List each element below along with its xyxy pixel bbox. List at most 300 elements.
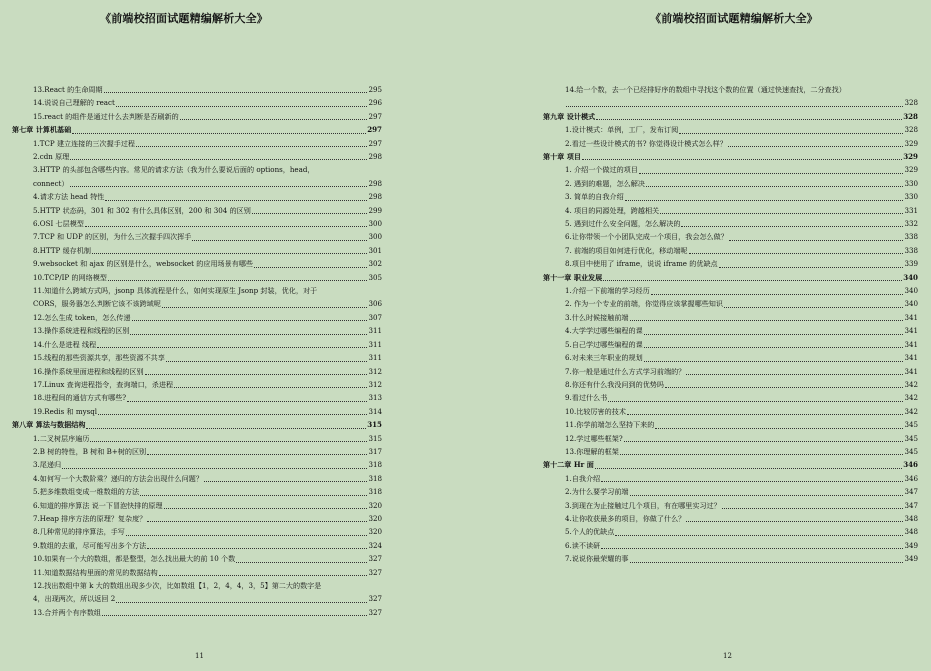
toc-entry-title: 11.知道什么跨域方式吗，jsonp 具体流程是什么，如何实现原生 Jsonp 封装，优化，对于 [33, 286, 318, 296]
toc-entry[interactable] [0, 204, 395, 217]
dot-leader [627, 414, 904, 415]
toc-entry-title: 17.Linux 查询进程指令，查询端口，杀进程 [33, 379, 174, 389]
toc-entry[interactable] [0, 244, 395, 257]
toc-entry-title: 8.你还有什么我没问到的优势吗 [565, 379, 664, 389]
toc-entry[interactable] [535, 351, 931, 364]
toc-entry-page: 299 [368, 205, 382, 215]
dot-leader [159, 575, 368, 576]
toc-entry-page: 328 [903, 111, 918, 121]
dot-leader [254, 267, 367, 268]
toc-entry-title: 7.Heap 排序方法的原理？复杂度？ [33, 513, 147, 523]
toc-entry[interactable] [0, 579, 395, 592]
toc-entry[interactable] [0, 485, 395, 498]
toc-entry[interactable] [535, 485, 931, 498]
toc-entry-page: 311 [368, 353, 382, 363]
dot-leader [630, 562, 904, 563]
toc-entry-title: 5.把多维数组变成一维数组的方法 [33, 487, 140, 497]
toc-entry[interactable] [535, 83, 931, 96]
toc-entry[interactable] [535, 298, 931, 311]
dot-leader [70, 159, 367, 160]
toc-entry-page: 341 [904, 353, 918, 363]
toc-entry-title: 8.HTTP 缓存机制 [33, 245, 91, 255]
toc-entry-page: 330 [904, 192, 918, 202]
toc-entry-page: 320 [368, 527, 382, 537]
dot-leader [728, 146, 904, 147]
toc-entry-page: 346 [904, 473, 918, 483]
toc-entry-page: 331 [904, 205, 918, 215]
right-page [535, 0, 931, 671]
toc-entry-page: 327 [368, 594, 382, 604]
dot-leader [644, 347, 904, 348]
toc-entry-title: 12.学过哪些框架? [565, 433, 623, 443]
toc-entry-title: 9.websocket 和 ajax 的区别是什么，websocket 的应用场景有哪些 [33, 259, 254, 269]
toc-entry-page: 342 [904, 406, 918, 416]
dot-leader [204, 481, 368, 482]
toc-entry[interactable] [0, 378, 395, 391]
toc-entry[interactable] [535, 512, 931, 525]
toc-entry-page: 349 [904, 554, 918, 564]
toc-chapter-heading[interactable] [0, 123, 395, 136]
dot-leader [689, 253, 904, 254]
toc-entry-page: 312 [368, 379, 382, 389]
toc-entry-title: CORS，服务器怎么判断它该不该跨域呢 [33, 299, 161, 309]
toc-entry-title: 2.看过一些设计模式的书? 你觉得设计模式怎么样？ [565, 138, 727, 148]
dot-leader [595, 468, 902, 469]
toc-entry[interactable] [0, 338, 395, 351]
toc-entry-page: 346 [903, 460, 918, 470]
dot-leader [608, 401, 903, 402]
dot-leader [620, 454, 904, 455]
page-number: 11 [195, 652, 204, 660]
dot-leader [686, 521, 903, 522]
toc-entry[interactable] [535, 217, 931, 230]
toc-entry[interactable] [0, 230, 395, 243]
dot-leader [603, 280, 902, 281]
toc-entry-page: 320 [368, 500, 382, 510]
dot-leader [132, 320, 368, 321]
dot-leader [85, 226, 368, 227]
dot-leader [70, 186, 368, 187]
dot-leader [660, 213, 903, 214]
dot-leader [147, 548, 367, 549]
toc-entry-page: 300 [368, 232, 382, 242]
toc-entry-page: 300 [368, 219, 382, 229]
toc-entry[interactable] [535, 391, 931, 404]
toc-entry-title: 4.大学学过哪些编程的课 [565, 326, 643, 336]
toc-entry-title: 9.数组的去重，尽可能写出多个方法 [33, 540, 147, 550]
toc-entry[interactable] [535, 499, 931, 512]
toc-entry-title: 10.比较厉害的技术 [565, 406, 626, 416]
dot-leader [104, 92, 368, 93]
toc-entry[interactable] [535, 539, 931, 552]
dot-leader [97, 347, 367, 348]
toc-entry-title: 10.如果有一个大的数组，都是整型，怎么找出最大的前 10 个数 [33, 554, 236, 564]
toc-entry-page: 339 [904, 259, 918, 269]
toc-entry-title: 1.二叉树层序遍历 [33, 433, 90, 443]
dot-leader [722, 508, 904, 509]
toc-entry-title: 2.cdn 原理 [33, 152, 70, 162]
toc-entry-title: 6.让你带领一个小团队完成一个项目，我会怎么做？ [565, 232, 728, 242]
toc-entry[interactable] [0, 271, 395, 284]
dot-leader [646, 186, 903, 187]
toc-entry-title: 1.介绍一下前端的学习经历 [565, 286, 650, 296]
toc-entry-page: 314 [368, 406, 382, 416]
toc-entry-title: 13.React 的生命周期 [33, 84, 103, 94]
toc-entry[interactable] [0, 472, 395, 485]
toc-entry[interactable] [535, 405, 931, 418]
toc-entry-page: 348 [904, 513, 918, 523]
toc-chapter-heading[interactable] [535, 150, 931, 163]
toc-entry-title: 5.HTTP 状态码，301 和 302 有什么具体区别，200 和 304 的区别 [33, 205, 251, 215]
toc-entry-page: 342 [904, 379, 918, 389]
toc-entry-title: 7.TCP 和 UDP 的区别，为什么三次握手四次挥手 [33, 232, 192, 242]
dot-leader [566, 106, 903, 107]
toc-entry[interactable] [535, 230, 931, 243]
toc-entry[interactable] [0, 499, 395, 512]
toc-entry-title: 6.OSI 七层模型 [33, 219, 84, 229]
toc-entry-title: 1.设计模式：单例，工厂，发布订阅 [565, 125, 679, 135]
dot-leader [90, 441, 367, 442]
dot-leader [145, 374, 368, 375]
toc-entry-title: 12.找出数组中第 k 大的数组出现多少次，比如数组【1，2，4，4，3，5】第二大的数字是 [33, 581, 322, 591]
toc-entry-page: 341 [904, 326, 918, 336]
dot-leader [174, 387, 367, 388]
toc-entry-page: 328 [904, 125, 918, 135]
toc-entry[interactable] [0, 96, 395, 109]
toc-entry[interactable] [0, 566, 395, 579]
toc-entry-page: 297 [368, 138, 382, 148]
toc-entry[interactable] [535, 324, 931, 337]
toc-entry-page: 318 [368, 487, 382, 497]
toc-entry[interactable] [0, 311, 395, 324]
toc-entry-title: 16.操作系统里面进程和线程的区别 [33, 366, 144, 376]
toc-entry[interactable] [0, 445, 395, 458]
toc-entry-title: 8.项目中使用了 iframe，说说 iframe 的优缺点 [565, 259, 718, 269]
toc-list [0, 83, 395, 619]
toc-entry-title: 1. 介绍一个做过的项目 [565, 165, 638, 175]
toc-entry[interactable] [535, 445, 931, 458]
toc-entry[interactable] [0, 257, 395, 270]
toc-entry-title: 14.给一个数，去一个已经排好序的数组中寻找这个数的位置（通过快速查找，二分查找） [565, 84, 846, 94]
toc-entry-title: 2. 作为一个专业的前端，你觉得应该掌握哪些知识 [565, 299, 723, 309]
dot-leader [92, 253, 368, 254]
toc-entry[interactable] [0, 525, 395, 538]
toc-entry[interactable] [535, 378, 931, 391]
toc-entry-page: 348 [904, 527, 918, 537]
dot-leader [236, 562, 367, 563]
dot-leader [630, 495, 904, 496]
toc-entry[interactable] [535, 257, 931, 270]
toc-entry-title: 第十章 项目 [543, 152, 581, 162]
toc-entry-page: 315 [367, 420, 382, 430]
toc-entry-page: 341 [904, 339, 918, 349]
toc-entry-page: 307 [368, 312, 382, 322]
toc-entry-title: 18.进程间的通信方式有哪些? [33, 393, 127, 403]
toc-entry-title: 6.知道的排序算法 说一下冒泡快排的原理 [33, 500, 163, 510]
toc-entry[interactable] [535, 190, 931, 203]
toc-entry-title: 3.尾递归 [33, 460, 62, 470]
dot-leader [126, 535, 368, 536]
toc-entry-page: 312 [368, 366, 382, 376]
dot-leader [127, 401, 367, 402]
dot-leader [644, 361, 904, 362]
toc-entry-title: 5.个人的优缺点 [565, 527, 615, 537]
dot-leader [686, 374, 903, 375]
dot-leader [630, 320, 904, 321]
dot-leader [147, 454, 367, 455]
toc-entry[interactable] [0, 606, 395, 619]
toc-entry[interactable] [535, 96, 931, 109]
toc-entry-page: 298 [368, 192, 382, 202]
toc-entry[interactable] [0, 163, 395, 176]
toc-entry[interactable] [535, 552, 931, 565]
toc-entry-title: 7. 前端的项目如何进行优化，移动端呢 [565, 245, 688, 255]
dot-leader [679, 133, 903, 134]
toc-entry-page: 349 [904, 540, 918, 550]
toc-entry[interactable] [535, 244, 931, 257]
toc-entry-title: 3.什么时候接触前端 [565, 312, 629, 322]
left-page [0, 0, 395, 671]
dot-leader [582, 159, 902, 160]
toc-entry-page: 301 [368, 245, 382, 255]
toc-entry-title: 4，出现两次，所以返回 2 [33, 594, 116, 604]
dot-leader [681, 226, 903, 227]
toc-entry-page: 327 [368, 607, 382, 617]
dot-leader [624, 441, 904, 442]
toc-entry[interactable] [0, 552, 395, 565]
dot-leader [729, 240, 904, 241]
toc-entry-page: 295 [368, 84, 382, 94]
toc-entry-title: 4.让你收获最多的项目，你做了什么？ [565, 513, 686, 523]
toc-entry-title: 4.请求方法 head 特性 [33, 192, 105, 202]
toc-chapter-heading[interactable] [0, 418, 395, 431]
toc-entry-page: 340 [904, 286, 918, 296]
toc-entry[interactable] [0, 432, 395, 445]
dot-leader [651, 294, 904, 295]
dot-leader [98, 414, 367, 415]
dot-leader [86, 428, 366, 429]
toc-chapter-heading[interactable] [535, 110, 931, 123]
toc-entry-title: 15.react 的组件是通过什么去判断是否刷新的 [33, 111, 179, 121]
dot-leader [130, 334, 367, 335]
toc-entry[interactable] [535, 123, 931, 136]
toc-entry[interactable] [0, 284, 395, 297]
toc-entry[interactable] [0, 137, 395, 150]
toc-entry-title: 3.到现在为止接触过几个项目，有在哪里实习过？ [565, 500, 721, 510]
toc-entry-title: 3.HTTP 的头部包含哪些内容。常见的请求方法（我为什么要说后面的 options，head， [33, 165, 315, 175]
toc-chapter-heading[interactable] [535, 271, 931, 284]
toc-entry-page: 340 [904, 299, 918, 309]
toc-entry-page: 329 [904, 165, 918, 175]
toc-entry-page: 315 [368, 433, 382, 443]
toc-entry-page: 297 [367, 125, 382, 135]
toc-entry-page: 338 [904, 245, 918, 255]
toc-entry-page: 332 [904, 219, 918, 229]
dot-leader [166, 361, 368, 362]
toc-entry-title: 2. 遇到的难题，怎么解决 [565, 178, 645, 188]
toc-entry-page: 341 [904, 366, 918, 376]
toc-entry[interactable] [0, 298, 395, 311]
toc-entry[interactable] [0, 592, 395, 605]
toc-entry-title: 7.说说你最荣耀的事 [565, 554, 629, 564]
toc-entry-title: 5.自己学过哪些编程的课 [565, 339, 643, 349]
dot-leader [719, 267, 904, 268]
toc-entry-title: 13.操作系统进程和线程的区别 [33, 326, 130, 336]
dot-leader [601, 548, 903, 549]
toc-entry-page: 297 [368, 111, 382, 121]
toc-entry[interactable] [0, 512, 395, 525]
toc-entry[interactable] [0, 324, 395, 337]
page-header: 《前端校招面试题精编解析大全》 [650, 12, 818, 25]
toc-entry-page: 340 [903, 272, 918, 282]
toc-list [535, 83, 931, 566]
dot-leader [116, 602, 367, 603]
toc-entry[interactable] [535, 163, 931, 176]
toc-entry-title: 4. 项目的同源处理，跨越相关 [565, 205, 660, 215]
toc-entry-title: 1.TCP 建立连接的三次握手过程 [33, 138, 135, 148]
toc-entry-title: 3. 简单的自我介绍 [565, 192, 624, 202]
toc-entry-page: 347 [904, 487, 918, 497]
toc-entry-page: 298 [368, 152, 382, 162]
toc-entry[interactable] [0, 177, 395, 190]
toc-entry-page: 345 [904, 420, 918, 430]
toc-entry-title: 6.读不读研 [565, 540, 601, 550]
toc-entry[interactable] [0, 110, 395, 123]
toc-entry-page: 302 [368, 259, 382, 269]
toc-entry-title: 15.线程的那些资源共享，那些资源不共享 [33, 353, 165, 363]
toc-entry-title: 19.Redis 和 mysql [33, 406, 98, 416]
toc-entry-title: 第十二章 Hr 面 [543, 460, 594, 470]
toc-entry-page: 317 [368, 446, 382, 456]
toc-entry-page: 313 [368, 393, 382, 403]
toc-entry-title: 第八章 算法与数据结构 [12, 420, 86, 430]
toc-entry[interactable] [535, 204, 931, 217]
toc-entry-page: 305 [368, 272, 382, 282]
toc-entry[interactable] [535, 472, 931, 485]
dot-leader [140, 495, 367, 496]
toc-entry-page: 328 [904, 98, 918, 108]
toc-entry-title: 4.如何写一个大数阶乘？递归的方法会出现什么问题？ [33, 473, 203, 483]
toc-chapter-heading[interactable] [535, 458, 931, 471]
dot-leader [601, 481, 903, 482]
toc-entry-title: 13.合并两个有序数组 [33, 607, 102, 617]
toc-entry-title: 5. 遇到过什么安全问题，怎么解决的 [565, 219, 681, 229]
toc-entry[interactable] [0, 150, 395, 163]
toc-entry-page: 330 [904, 178, 918, 188]
toc-entry-page: 324 [368, 540, 382, 550]
toc-entry-page: 338 [904, 232, 918, 242]
toc-entry-title: 6.对未来三年职业的规划 [565, 353, 643, 363]
toc-entry[interactable] [535, 525, 931, 538]
toc-entry-title: 7.你一般是通过什么方式学习前端的？ [565, 366, 686, 376]
dot-leader [596, 119, 902, 120]
toc-entry-page: 347 [904, 500, 918, 510]
toc-entry-page: 311 [368, 339, 382, 349]
toc-entry[interactable] [0, 83, 395, 96]
toc-entry[interactable] [535, 284, 931, 297]
toc-entry[interactable] [535, 338, 931, 351]
toc-entry[interactable] [0, 351, 395, 364]
dot-leader [655, 428, 903, 429]
toc-entry-title: 14.什么是进程 线程 [33, 339, 97, 349]
toc-entry[interactable] [535, 177, 931, 190]
toc-entry-page: 327 [368, 567, 382, 577]
toc-entry[interactable] [535, 311, 931, 324]
toc-entry[interactable] [535, 365, 931, 378]
toc-entry-title: 2.为什么要学习前端 [565, 487, 629, 497]
toc-entry-title: connect） [33, 178, 69, 188]
toc-entry-title: 11.知道数据结构里面的常见的数据结构 [33, 567, 158, 577]
dot-leader [108, 280, 368, 281]
toc-entry[interactable] [535, 432, 931, 445]
toc-entry-title: 第九章 设计模式 [543, 111, 596, 121]
toc-entry-page: 318 [368, 460, 382, 470]
toc-entry[interactable] [0, 217, 395, 230]
toc-entry[interactable] [0, 365, 395, 378]
dot-leader [192, 240, 367, 241]
toc-entry[interactable] [0, 391, 395, 404]
toc-entry-page: 306 [368, 299, 382, 309]
dot-leader [639, 173, 904, 174]
toc-entry-title: 13.你理解的框架 [565, 446, 619, 456]
dot-leader [102, 615, 367, 616]
dot-leader [665, 387, 903, 388]
toc-entry-page: 298 [368, 178, 382, 188]
toc-entry[interactable] [0, 539, 395, 552]
page-number: 12 [723, 652, 732, 660]
toc-entry-page: 327 [368, 554, 382, 564]
dot-leader [644, 334, 904, 335]
dot-leader [615, 535, 903, 536]
toc-entry-page: 342 [904, 393, 918, 403]
page-header: 《前端校招面试题精编解析大全》 [100, 12, 268, 25]
toc-entry-page: 311 [368, 326, 382, 336]
toc-entry[interactable] [535, 137, 931, 150]
toc-entry-page: 345 [904, 433, 918, 443]
toc-entry-title: 8.几种常见的排序算法，手写 [33, 527, 125, 537]
toc-entry-title: 9.看过什么书 [565, 393, 608, 403]
toc-entry-title: 2.B 树的特性，B 树和 B+树的区别 [33, 446, 147, 456]
dot-leader [724, 307, 903, 308]
dot-leader [72, 133, 366, 134]
toc-entry[interactable] [0, 405, 395, 418]
toc-entry-page: 329 [904, 138, 918, 148]
toc-entry-page: 318 [368, 473, 382, 483]
dot-leader [625, 200, 904, 201]
toc-entry[interactable] [0, 458, 395, 471]
dot-leader [136, 146, 367, 147]
toc-entry[interactable] [535, 418, 931, 431]
toc-entry-title: 10.TCP/IP 的网络模型 [33, 272, 107, 282]
toc-entry-title: 14.说说自己理解的 react [33, 98, 115, 108]
toc-entry-page: 320 [368, 513, 382, 523]
toc-entry[interactable] [0, 190, 395, 203]
toc-entry-page: 341 [904, 312, 918, 322]
dot-leader [62, 468, 367, 469]
toc-entry-title: 11.你学前端怎么坚持下来的 [565, 420, 655, 430]
dot-leader [164, 508, 368, 509]
toc-entry-page: 345 [904, 446, 918, 456]
dot-leader [180, 119, 368, 120]
toc-entry-title: 1.自我介绍 [565, 473, 601, 483]
toc-entry-title: 12.怎么生成 token，怎么传递 [33, 312, 131, 322]
toc-entry-title: 第七章 计算机基础 [12, 125, 72, 135]
toc-entry-title: 第十一章 职业发展 [543, 272, 603, 282]
dot-leader [147, 521, 367, 522]
toc-entry-page: 296 [368, 98, 382, 108]
toc-entry-page: 329 [903, 152, 918, 162]
dot-leader [105, 200, 367, 201]
